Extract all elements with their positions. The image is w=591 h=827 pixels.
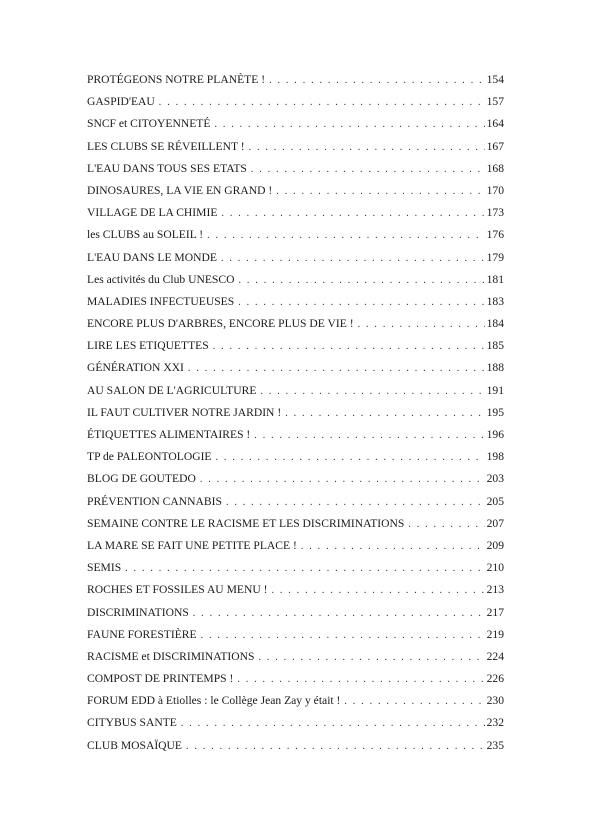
toc-entry[interactable] <box>87 113 504 135</box>
dot-leader <box>213 336 485 358</box>
toc-entry-page-number: 183 <box>486 294 504 308</box>
dot-leader <box>188 358 485 380</box>
toc-entry-page-number: 203 <box>486 472 504 486</box>
toc-entry-page-number: 154 <box>486 73 504 86</box>
toc-entry[interactable] <box>87 557 504 579</box>
toc-entry-page-number: 173 <box>486 206 504 220</box>
toc-entry[interactable] <box>87 579 504 601</box>
toc-entry-title: CITYBUS SANTE <box>87 716 177 730</box>
toc-entry-page-number: 230 <box>486 694 504 708</box>
toc-entry-title: les CLUBS au SOLEIL ! <box>87 228 204 242</box>
toc-entry-title: FAUNE FORESTIÈRE <box>87 627 197 641</box>
toc-entry-page-number: 213 <box>486 583 504 597</box>
toc-entry-title: Les activités du Club UNESCO <box>87 272 235 286</box>
toc-entry-title: L'EAU DANS LE MONDE <box>87 250 217 264</box>
toc-entry[interactable] <box>87 491 504 513</box>
toc-entry[interactable] <box>87 357 504 379</box>
toc-entry-title: PROTÉGEONS NOTRE PLANÈTE ! <box>87 73 266 86</box>
dot-leader <box>251 159 485 181</box>
dot-leader <box>408 514 484 536</box>
toc-entry[interactable] <box>87 402 504 424</box>
toc-entry[interactable] <box>87 180 504 202</box>
toc-entry[interactable] <box>87 712 504 734</box>
toc-entry-page-number: 207 <box>486 516 504 530</box>
toc-entry-title: CLUB MOSAÏQUE <box>87 738 183 752</box>
toc-entry-page-number: 185 <box>486 339 504 353</box>
toc-entry-title: FORUM EDD à Etiolles : le Collège Jean Zay y était ! <box>87 694 341 708</box>
toc-entry-title: DISCRIMINATIONS <box>87 605 189 619</box>
dot-leader <box>181 713 485 735</box>
toc-entry-title: SEMIS <box>87 561 122 575</box>
toc-entry-page-number: 217 <box>486 605 504 619</box>
toc-entry[interactable] <box>87 646 504 668</box>
toc-entry-title: GÉNÉRATION XXI <box>87 361 184 375</box>
dot-leader <box>237 669 484 691</box>
toc-entry-title: VILLAGE DE LA CHIMIE <box>87 206 218 220</box>
toc-entry-page-number: 226 <box>486 672 504 686</box>
toc-entry-page-number: 191 <box>486 383 504 397</box>
dot-leader <box>214 114 484 136</box>
table-of-contents <box>87 69 504 757</box>
toc-entry[interactable] <box>87 202 504 224</box>
toc-entry[interactable] <box>87 247 504 269</box>
toc-entry[interactable] <box>87 513 504 535</box>
toc-entry[interactable] <box>87 690 504 712</box>
toc-entry-title: SNCF et CITOYENNETÉ <box>87 117 211 131</box>
toc-entry[interactable] <box>87 91 504 113</box>
dot-leader <box>186 736 485 758</box>
toc-entry[interactable] <box>87 424 504 446</box>
toc-entry[interactable] <box>87 535 504 557</box>
toc-entry-page-number: 184 <box>486 317 504 331</box>
toc-entry-page-number: 232 <box>486 716 504 730</box>
toc-entry-page-number: 210 <box>486 561 504 575</box>
toc-entry-title: L'EAU DANS TOUS SES ETATS <box>87 161 247 175</box>
toc-entry[interactable] <box>87 335 504 357</box>
toc-entry-title: LES CLUBS SE RÉVEILLENT ! <box>87 139 245 153</box>
toc-entry-title: RACISME et DISCRIMINATIONS <box>87 649 255 663</box>
toc-entry-title: LA MARE SE FAIT UNE PETITE PLACE ! <box>87 538 297 552</box>
toc-entry-page-number: 224 <box>486 649 504 663</box>
dot-leader <box>301 536 485 558</box>
toc-entry-title: ROCHES ET FOSSILES AU MENU ! <box>87 583 268 597</box>
toc-entry-page-number: 179 <box>486 250 504 264</box>
dot-leader <box>125 558 484 580</box>
toc-entry[interactable] <box>87 136 504 158</box>
dot-leader <box>269 70 485 92</box>
toc-entry-page-number: 209 <box>486 538 504 552</box>
toc-entry-page-number: 164 <box>486 117 504 131</box>
toc-entry-page-number: 235 <box>486 738 504 752</box>
dot-leader <box>254 425 484 447</box>
dot-leader <box>344 691 484 713</box>
toc-entry-title: LIRE LES ETIQUETTES <box>87 339 209 353</box>
dot-leader <box>271 580 484 602</box>
dot-leader <box>249 137 485 159</box>
dot-leader <box>200 469 485 491</box>
toc-entry-page-number: 176 <box>486 228 504 242</box>
toc-entry[interactable] <box>87 735 504 757</box>
toc-entry-page-number: 196 <box>486 428 504 441</box>
toc-entry[interactable] <box>87 224 504 246</box>
toc-entry[interactable] <box>87 158 504 180</box>
toc-entry[interactable] <box>87 624 504 646</box>
dot-leader <box>221 203 484 225</box>
toc-entry-page-number: 167 <box>486 139 504 153</box>
toc-entry-title: PRÉVENTION CANNABIS <box>87 494 222 508</box>
dot-leader <box>226 492 485 514</box>
toc-entry[interactable] <box>87 69 504 91</box>
toc-entry[interactable] <box>87 380 504 402</box>
toc-entry-page-number: 170 <box>486 183 504 197</box>
toc-entry-page-number: 188 <box>486 361 504 375</box>
toc-entry-page-number: 157 <box>486 95 504 109</box>
toc-entry-title: ÉTIQUETTES ALIMENTAIRES ! <box>87 428 251 441</box>
dot-leader <box>201 625 485 647</box>
toc-entry-title: GASPID'EAU <box>87 95 155 109</box>
toc-entry-title: COMPOST DE PRINTEMPS ! <box>87 672 234 686</box>
toc-entry-page-number: 198 <box>486 450 504 464</box>
toc-entry[interactable] <box>87 269 504 291</box>
toc-entry-title: SEMAINE CONTRE LE RACISME ET LES DISCRIMINATIONS <box>87 516 405 530</box>
toc-entry-title: DINOSAURES, LA VIE EN GRAND ! <box>87 183 273 197</box>
dot-leader <box>221 248 485 270</box>
dot-leader <box>239 270 485 292</box>
dot-leader <box>358 314 485 336</box>
toc-entry[interactable] <box>87 602 504 624</box>
toc-entry[interactable] <box>87 468 504 490</box>
toc-entry-title: BLOG DE GOUTEDO <box>87 472 196 486</box>
toc-entry-page-number: 168 <box>486 161 504 175</box>
dot-leader <box>285 403 484 425</box>
dot-leader <box>258 647 484 669</box>
toc-entry-page-number: 205 <box>486 494 504 508</box>
dot-leader <box>260 381 484 403</box>
toc-entry-page-number: 195 <box>486 405 504 419</box>
toc-entry[interactable] <box>87 446 504 468</box>
dot-leader <box>159 92 485 114</box>
toc-entry-title: ENCORE PLUS D'ARBRES, ENCORE PLUS DE VIE ! <box>87 317 354 331</box>
toc-entry-title: AU SALON DE L'AGRICULTURE <box>87 383 257 397</box>
toc-entry[interactable] <box>87 313 504 335</box>
dot-leader <box>207 225 484 247</box>
toc-entry-page-number: 219 <box>486 627 504 641</box>
dot-leader <box>216 447 485 469</box>
toc-entry-title: TP de PALEONTOLOGIE <box>87 450 212 464</box>
toc-entry[interactable] <box>87 668 504 690</box>
dot-leader <box>276 181 484 203</box>
toc-entry[interactable] <box>87 291 504 313</box>
toc-entry-title: IL FAUT CULTIVER NOTRE JARDIN ! <box>87 405 282 419</box>
dot-leader <box>238 292 484 314</box>
toc-entry-page-number: 181 <box>486 272 504 286</box>
dot-leader <box>193 603 485 625</box>
toc-entry-title: MALADIES INFECTUEUSES <box>87 294 235 308</box>
